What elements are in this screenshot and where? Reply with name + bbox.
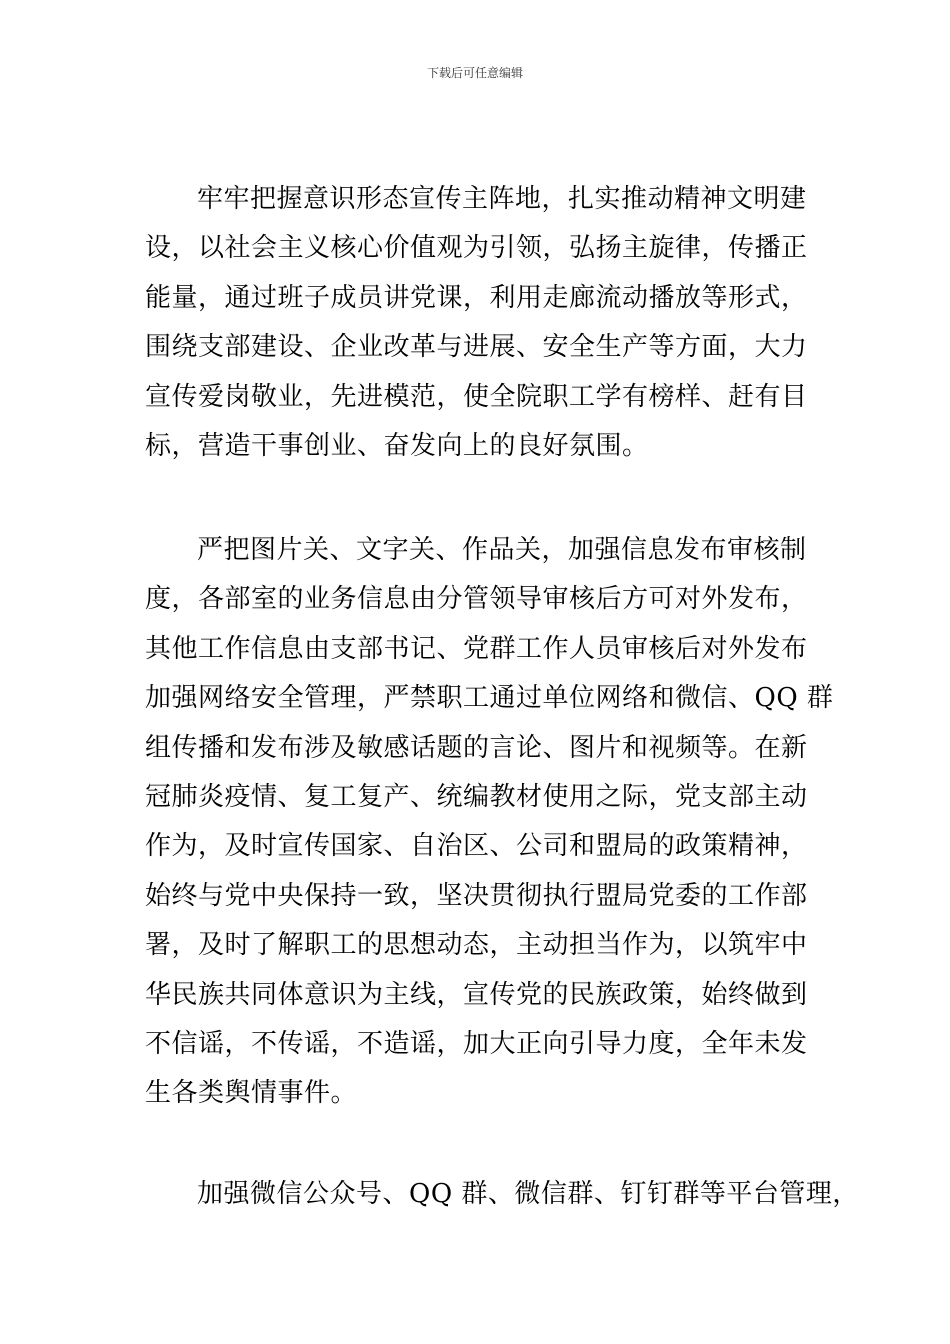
paragraph-line: 组传播和发布涉及敏感话题的言论、图片和视频等。在新 (145, 732, 808, 763)
paragraph-line: 始终与党中央保持一致，坚决贯彻执行盟局党委的工作部 (145, 880, 808, 911)
paragraph-line: 能量，通过班子成员讲党课，利用走廊流动播放等形式， (145, 282, 808, 313)
paragraph-line: 其他工作信息由支部书记、党群工作人员审核后对外发布 (145, 633, 808, 664)
paragraph-line: 生各类舆情事件。 (145, 1078, 358, 1109)
header-note: 下载后可任意编辑 (426, 66, 523, 80)
paragraph-line: 作为，及时宣传国家、自治区、公司和盟局的政策精神， (145, 831, 808, 862)
paragraph-ideology-propaganda (145, 175, 825, 471)
paragraph-platform-management (145, 1170, 859, 1219)
paragraph-line: 严把图片关、文字关、作品关，加强信息发布审核制 (197, 535, 807, 565)
paragraph-line: 设，以社会主义核心价值观为引领，弘扬主旋律，传播正 (145, 233, 808, 264)
paragraph-line: 宣传爱岗敬业，先进模范，使全院职工学有榜样、赶有目 (145, 381, 808, 412)
paragraph-information-review (145, 526, 834, 1119)
paragraph-line: 牢牢把握意识形态宣传主阵地，扎实推动精神文明建 (197, 184, 807, 214)
paragraph-line: 标，营造干事创业、奋发向上的良好氛围。 (145, 431, 649, 462)
paragraph-line: 华民族共同体意识为主线，宣传党的民族政策，始终做到 (145, 979, 808, 1010)
paragraph-line: 署，及时了解职工的思想动态，主动担当作为，以筑牢中 (145, 930, 808, 961)
paragraph-line: 加强网络安全管理，严禁职工通过单位网络和微信、QQ 群 (145, 683, 834, 714)
paragraph-line: 围绕支部建设、企业改革与进展、安全生产等方面，大力 (145, 332, 808, 363)
paragraph-line: 冠肺炎疫情、复工复产、统编教材使用之际，党支部主动 (145, 782, 808, 813)
paragraph-line: 加强微信公众号、QQ 群、微信群、钉钉群等平台管理， (197, 1179, 859, 1209)
paragraph-line: 不信谣，不传谣，不造谣，加大正向引导力度，全年未发 (145, 1029, 808, 1060)
paragraph-line: 度，各部室的业务信息由分管领导审核后方可对外发布， (145, 584, 808, 615)
